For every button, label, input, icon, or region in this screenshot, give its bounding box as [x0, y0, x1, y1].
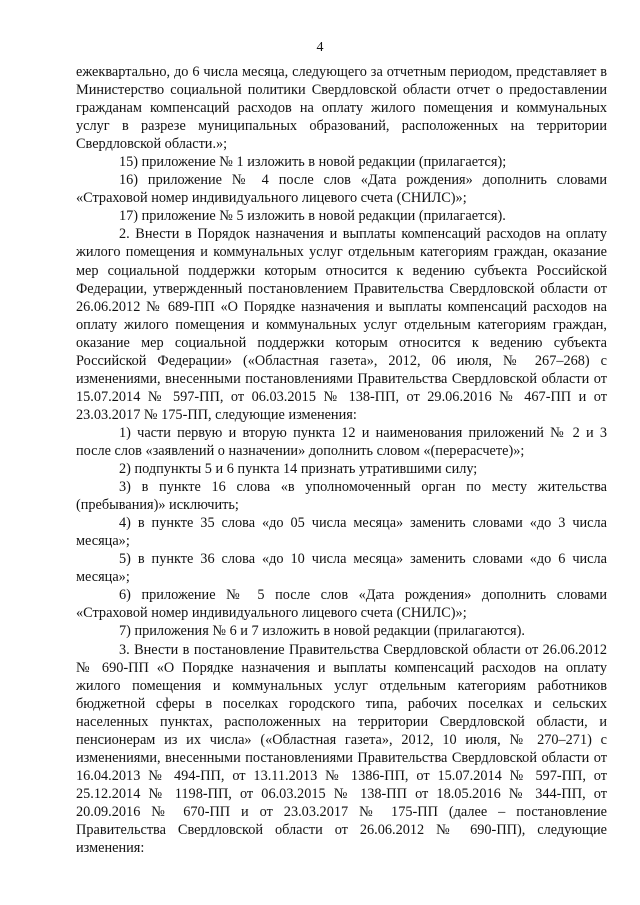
- paragraph-s2-item-7: 7) приложения № 6 и 7 изложить в новой редакции (прилагаются).: [119, 623, 525, 640]
- paragraph-item-17: 17) приложение № 5 изложить в новой редакции (прилагается).: [119, 208, 506, 225]
- paragraph-s2-item-6: 6) приложение № 5 после слов «Дата рождения» дополнить словами «Страховой номер индивидуального лицевого счета (СНИЛС)»;: [76, 587, 607, 622]
- paragraph-s2-item-5: 5) в пункте 36 слова «до 10 числа месяца» заменить словами «до 6 числа месяца»;: [76, 551, 607, 586]
- paragraph-s2-item-4: 4) в пункте 35 слова «до 05 числа месяца» заменить словами «до 3 числа месяца»;: [76, 515, 607, 550]
- paragraph-section-3: 3. Внести в постановление Правительства Свердловской области от 26.06.2012 № 690-ПП «О Порядке назначения и выплаты компенсаций расходов на оплату жилого помещения и коммунальных услуг отдельным категориям работников бюджетной сферы в поселках городского типа, рабочих поселках и сельских населенных пунктах, расположенных на территории Свердловской области, и пенсионерам из их числа» («Областная газета», 2012, 10 июля, № 270–271) с изменениями, внесенными постановлениями Правительства Свердловской области от 16.04.2013 № 494-ПП, от 13.11.2013 № 1386-ПП, от 15.07.2014 № 597-ПП, от 25.12.2014 № 1198-ПП, от 06.03.2015 № 138-ПП от 18.05.2016 № 344-ПП, от 20.09.2016 № 670-ПП и от 23.03.2017 № 175-ПП (далее – постановление Правительства Свердловской области от 26.06.2012 № 690-ПП), следующие изменения:: [76, 641, 607, 857]
- page-number: 4: [316, 40, 324, 55]
- paragraph-s2-item-2: 2) подпункты 5 и 6 пункта 14 признать утратившими силу;: [119, 461, 478, 478]
- paragraph-continuation: ежеквартально, до 6 числа месяца, следующего за отчетным периодом, представляет в Министерство социальной политики Свердловской области отчет о предоставлении гражданам компенсаций расходов на оплату жилого помещения и коммунальных услуг в разрезе муниципальных образований, расположенных на территории Свердловской области.»;: [76, 64, 607, 153]
- paragraph-s2-item-3: 3) в пункте 16 слова «в уполномоченный орган по месту жительства (пребывания)» исключить;: [76, 479, 607, 514]
- paragraph-item-16: 16) приложение № 4 после слов «Дата рождения» дополнить словами «Страховой номер индивидуального лицевого счета (СНИЛС)»;: [76, 172, 607, 207]
- paragraph-section-2: 2. Внести в Порядок назначения и выплаты компенсаций расходов на оплату жилого помещения и коммунальных услуг отдельным категориям граждан, оказание мер социальной поддержки которым относится к ведению субъекта Российской Федерации, утвержденный постановлением Правительства Свердловской области от 26.06.2012 № 689-ПП «О Порядке назначения и выплаты компенсаций расходов на оплату жилого помещения и коммунальных услуг отдельным категориям граждан, оказание мер социальной поддержки которым относится к ведению субъекта Российской Федерации» («Областная газета», 2012, 06 июля, № 267–268) с изменениями, внесенными постановлениями Правительства Свердловской области от 15.07.2014 № 597-ПП, от 06.03.2015 № 138-ПП, от 29.06.2016 № 467-ПП и от 23.03.2017 № 175-ПП, следующие изменения:: [76, 226, 607, 423]
- document-body: [76, 63, 607, 857]
- paragraph-item-15: 15) приложение № 1 изложить в новой редакции (прилагается);: [119, 154, 507, 171]
- paragraph-s2-item-1: 1) части первую и вторую пункта 12 и наименования приложений № 2 и 3 после слов «заявлений о назначении» дополнить словом «(перерасчете)»;: [76, 424, 607, 459]
